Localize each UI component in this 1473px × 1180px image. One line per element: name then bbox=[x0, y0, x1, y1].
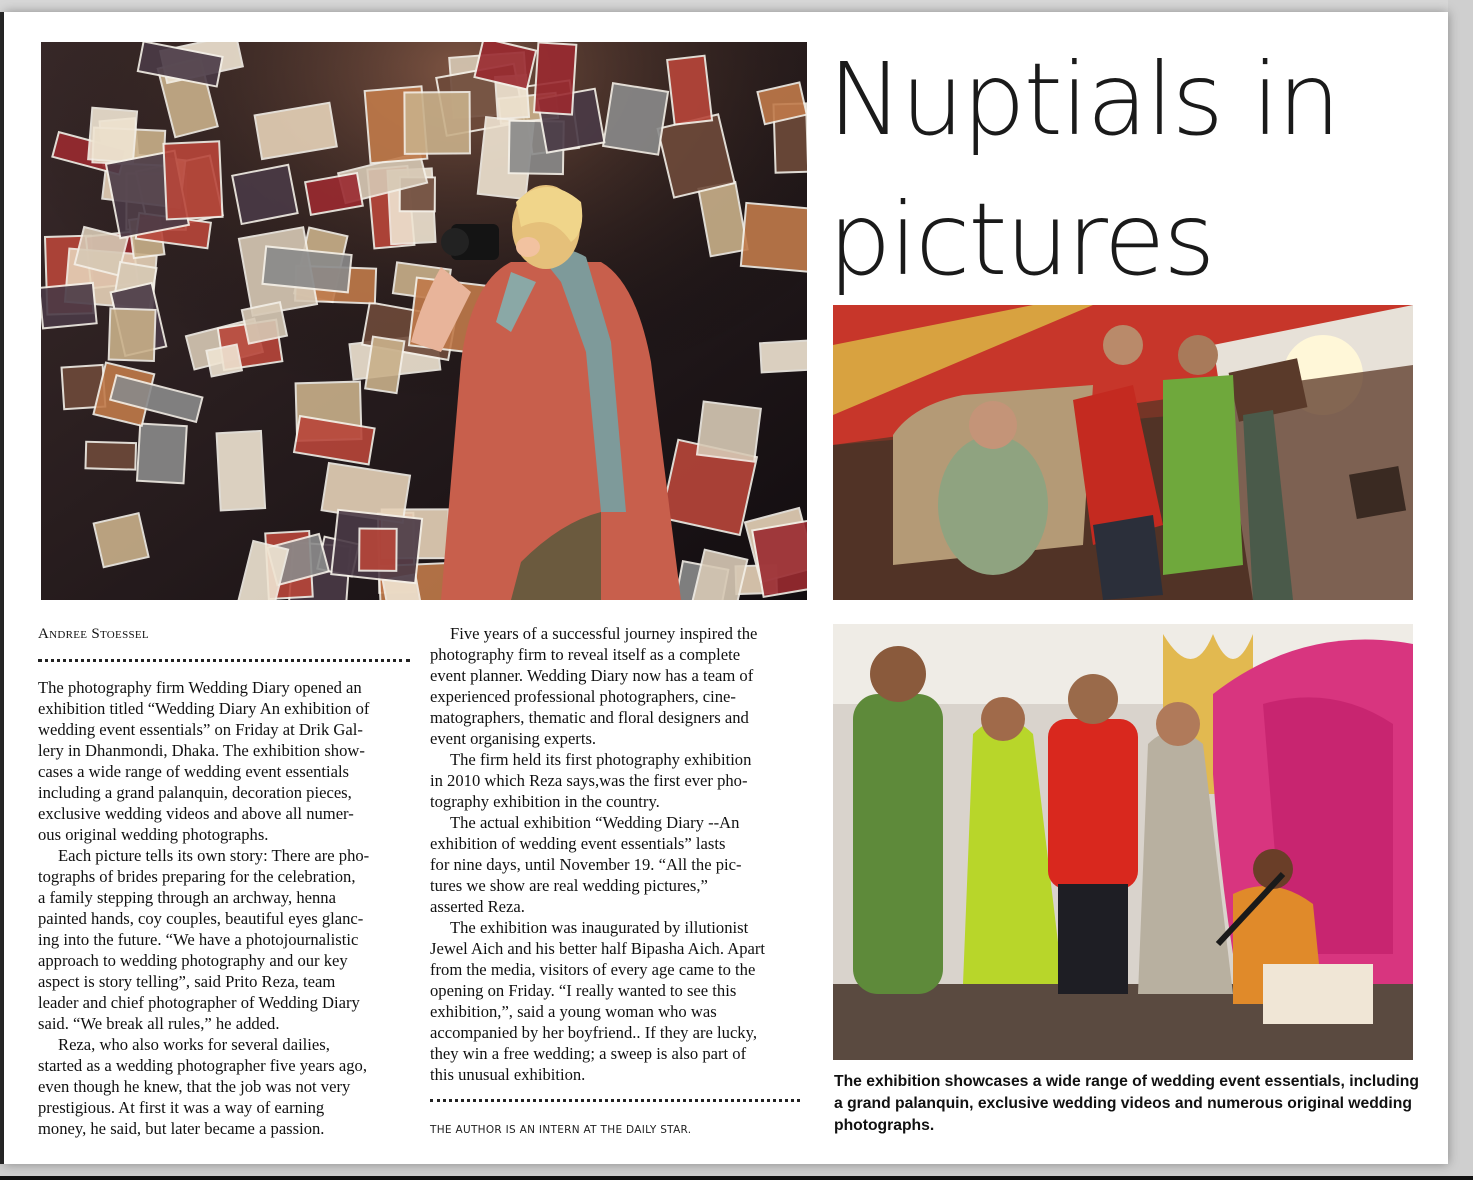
byline-divider bbox=[38, 659, 410, 662]
photo-group-musician bbox=[833, 624, 1413, 1060]
text-line: matographers, thematic and floral designers and bbox=[430, 708, 749, 727]
article-column-1 bbox=[38, 677, 369, 1139]
text-line: even though he knew, that the job was not very bbox=[38, 1077, 351, 1096]
text-line: prestigious. At first it was a way of earning bbox=[38, 1098, 325, 1117]
paragraph bbox=[38, 1034, 369, 1139]
text-line: tographs of brides preparing for the celebration, bbox=[38, 867, 356, 886]
byline: Andree Stoessel bbox=[38, 626, 149, 642]
caption-line: The exhibition showcases a wide range of wedding event essentials, including bbox=[834, 1073, 1419, 1090]
text-line: exhibition of wedding event essentials” lasts bbox=[430, 834, 726, 853]
article-end-divider bbox=[430, 1099, 800, 1102]
text-line: approach to wedding photography and our key bbox=[38, 951, 348, 970]
text-line: Five years of a successful journey inspired the bbox=[450, 624, 758, 643]
text-line: The firm held its first photography exhibition bbox=[450, 750, 752, 769]
text-line: exhibition titled “Wedding Diary An exhibition of bbox=[38, 699, 370, 718]
text-line: aspect is story telling”, said Prito Reza, team bbox=[38, 972, 336, 991]
text-line: cases a wide range of wedding event essentials bbox=[38, 762, 350, 781]
paragraph bbox=[38, 677, 369, 845]
text-line: said. “We break all rules,” he added. bbox=[38, 1014, 280, 1033]
photo-wall-visitor bbox=[41, 42, 807, 600]
text-line: leader and chief photographer of Wedding Diary bbox=[38, 993, 360, 1012]
text-line: The actual exhibition “Wedding Diary --An bbox=[450, 813, 740, 832]
paragraph bbox=[430, 917, 765, 1085]
text-line: for nine days, until November 19. “All the pic- bbox=[430, 855, 742, 874]
caption-line: photographs. bbox=[834, 1117, 935, 1134]
photo-caption bbox=[834, 1071, 1424, 1137]
text-line: asserted Reza. bbox=[430, 897, 525, 916]
paragraph bbox=[430, 623, 765, 749]
caption-line: a grand palanquin, exclusive wedding videos and numerous original wedding bbox=[834, 1095, 1412, 1112]
text-line: a family stepping through an archway, henna bbox=[38, 888, 336, 907]
text-line: Each picture tells its own story: There are pho- bbox=[58, 846, 370, 865]
text-line: from the media, visitors of every age came to the bbox=[430, 960, 756, 979]
text-line: ing into the future. “We have a photojournalistic bbox=[38, 930, 359, 949]
text-line: photography firm to reveal itself as a complete bbox=[430, 645, 741, 664]
text-line: The exhibition was inaugurated by illutionist bbox=[450, 918, 749, 937]
text-line: painted hands, coy couples, beautiful eyes glanc- bbox=[38, 909, 364, 928]
paragraph bbox=[430, 812, 765, 917]
text-line: event planner. Wedding Diary now has a team of bbox=[430, 666, 754, 685]
text-line: opening on Friday. “I really wanted to see this bbox=[430, 981, 737, 1000]
text-line: in 2010 which Reza says,was the first ever pho- bbox=[430, 771, 748, 790]
text-line: wedding event essentials” on Friday at Drik Gal- bbox=[38, 720, 363, 739]
scan-top-border bbox=[0, 0, 1473, 12]
text-line: lery in Dhanmondi, Dhaka. The exhibition show- bbox=[38, 741, 365, 760]
article-column-2 bbox=[430, 623, 765, 1085]
text-line: Jewel Aich and his better half Bipasha Aich. Apart bbox=[430, 939, 766, 958]
paragraph bbox=[38, 845, 369, 1034]
text-line: experienced professional photographers, cine- bbox=[430, 687, 736, 706]
author-note: THE AUTHOR IS AN INTERN AT THE DAILY STAR. bbox=[430, 1124, 692, 1136]
text-line: accompanied by her boyfriend.. If they are lucky, bbox=[430, 1023, 757, 1042]
scan-right-border bbox=[1448, 0, 1473, 1180]
text-line: event organising experts. bbox=[430, 729, 597, 748]
text-line: tures we show are real wedding pictures,” bbox=[430, 876, 708, 895]
text-line: money, he said, but later became a passion. bbox=[38, 1119, 325, 1138]
text-line: this unusual exhibition. bbox=[430, 1065, 586, 1084]
text-line: exclusive wedding videos and above all numer- bbox=[38, 804, 354, 823]
text-line: Reza, who also works for several dailies, bbox=[58, 1035, 330, 1054]
photo-palanquin-guests bbox=[833, 305, 1413, 600]
text-line: they win a free wedding; a sweep is also part of bbox=[430, 1044, 747, 1063]
text-line: tography exhibition in the country. bbox=[430, 792, 660, 811]
text-line: exhibition,”, said a young woman who was bbox=[430, 1002, 717, 1021]
text-line: including a grand palanquin, decoration pieces, bbox=[38, 783, 352, 802]
headline: Nuptials in pictures bbox=[828, 41, 1339, 298]
text-line: started as a wedding photographer five years ago, bbox=[38, 1056, 367, 1075]
paragraph bbox=[430, 749, 765, 812]
text-line: ous original wedding photographs. bbox=[38, 825, 269, 844]
scan-bottom-border bbox=[0, 1164, 1473, 1180]
text-line: The photography firm Wedding Diary opened an bbox=[38, 678, 362, 697]
